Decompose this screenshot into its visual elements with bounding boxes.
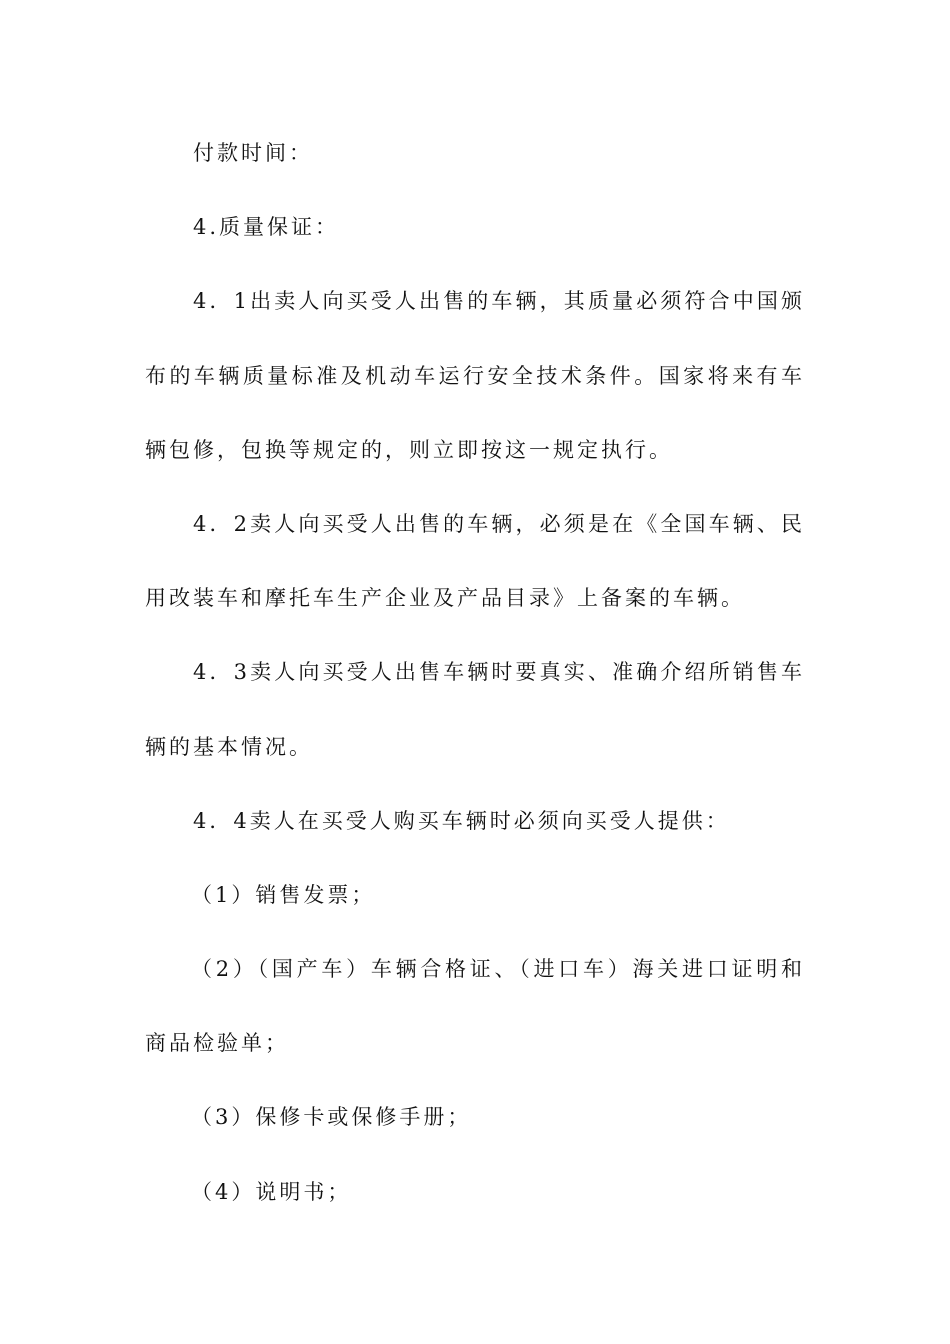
- list-item-2-line-2: 商品检验单；: [145, 1031, 289, 1056]
- payment-time-line: 付款时间：: [193, 141, 313, 165]
- clause-4-4-line-1: 4．4卖人在买受人购买车辆时必须向买受人提供：: [193, 808, 730, 833]
- list-item-3: （3）保修卡或保修手册；: [191, 1105, 472, 1130]
- clause-4-3-line-1: 4．3卖人向买受人出售车辆时要真实、准确介绍所销售车: [193, 660, 805, 685]
- clause-4-2-line-2: 用改装车和摩托车生产企业及产品目录》上备案的车辆。: [145, 586, 745, 611]
- clause-4-1-line-2: 布的车辆质量标准及机动车运行安全技术条件。国家将来有车: [145, 363, 805, 388]
- clause-4-3-line-2: 辆的基本情况。: [145, 734, 313, 759]
- document-body: [145, 132, 805, 1245]
- quality-guarantee-heading: 4.质量保证：: [193, 215, 340, 240]
- clause-4-1-line-1: 4．1出卖人向买受人出售的车辆，其质量必须符合中国颁: [193, 289, 805, 314]
- clause-4-2-line-1: 4．2卖人向买受人出售的车辆，必须是在《全国车辆、民: [193, 511, 805, 536]
- clause-4-1-line-3: 辆包修，包换等规定的，则立即按这一规定执行。: [145, 437, 673, 462]
- list-item-4: （4）说明书；: [191, 1179, 352, 1204]
- list-item-2-line-1: （2）（国产车）车辆合格证、（进口车）海关进口证明和: [191, 957, 805, 982]
- list-item-1: （1）销售发票；: [191, 882, 376, 907]
